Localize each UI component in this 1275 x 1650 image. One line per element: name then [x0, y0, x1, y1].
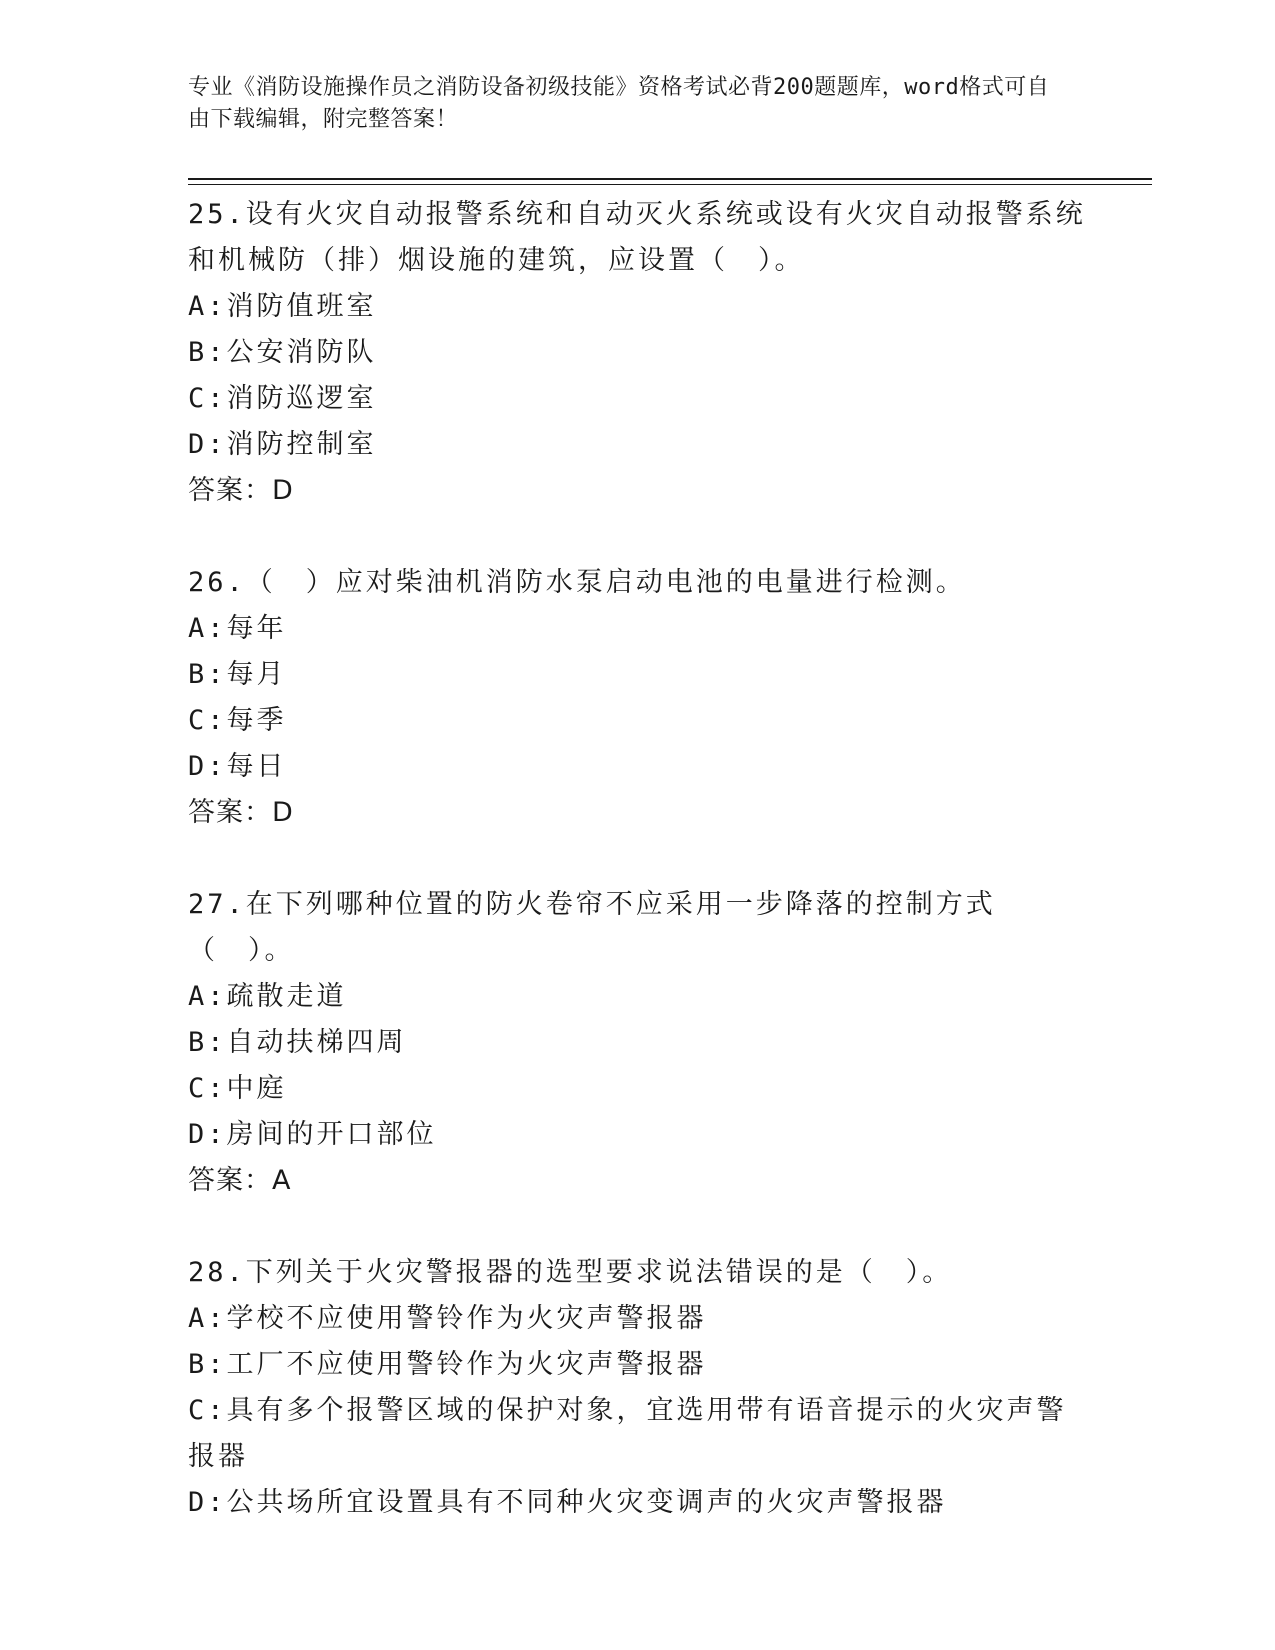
option-a: A:疏散走道: [188, 981, 347, 1012]
option-d: D:公共场所宜设置具有不同种火灾变调声的火灾声警报器: [188, 1487, 947, 1518]
option-a: A:消防值班室: [188, 291, 377, 322]
question-stem: 27.在下列哪种位置的防火卷帘不应采用一步降落的控制方式（ ）。: [188, 889, 996, 966]
option-d: D:房间的开口部位: [188, 1119, 437, 1150]
option-c: C:每季: [188, 705, 287, 736]
option-b: B:自动扶梯四周: [188, 1027, 407, 1058]
answer-text: 答案：D: [188, 475, 294, 506]
option-b: B:工厂不应使用警铃作为火灾声警报器: [188, 1349, 707, 1380]
question-26: [188, 560, 1088, 836]
document-header: 专业《消防设施操作员之消防设备初级技能》资格考试必背200题题库，word格式可自由下载编辑，附完整答案！: [188, 75, 1050, 132]
answer-text: 答案：D: [188, 797, 294, 828]
question-stem: 28.下列关于火灾警报器的选型要求说法错误的是（ ）。: [188, 1257, 953, 1288]
question-stem: 26.（ ）应对柴油机消防水泵启动电池的电量进行检测。: [188, 567, 966, 598]
option-b: B:每月: [188, 659, 287, 690]
answer-text: 答案：A: [188, 1165, 292, 1196]
option-c: C:消防巡逻室: [188, 383, 377, 414]
question-list: [188, 192, 1088, 1526]
question-25: [188, 192, 1088, 514]
header-rule-thin: [188, 184, 1152, 185]
option-a: A:学校不应使用警铃作为火灾声警报器: [188, 1303, 707, 1334]
option-c: C:中庭: [188, 1073, 287, 1104]
option-d: D:消防控制室: [188, 429, 377, 460]
header-rule-thick: [188, 178, 1152, 180]
option-c: C:具有多个报警区域的保护对象，宜选用带有语音提示的火灾声警报器: [188, 1395, 1067, 1472]
option-b: B:公安消防队: [188, 337, 377, 368]
question-28: [188, 1250, 1088, 1526]
question-27: [188, 882, 1088, 1204]
question-stem: 25.设有火灾自动报警系统和自动灭火系统或设有火灾自动报警系统和机械防（排）烟设施的建筑，应设置（ ）。: [188, 199, 1086, 276]
option-a: A:每年: [188, 613, 287, 644]
option-d: D:每日: [188, 751, 287, 782]
